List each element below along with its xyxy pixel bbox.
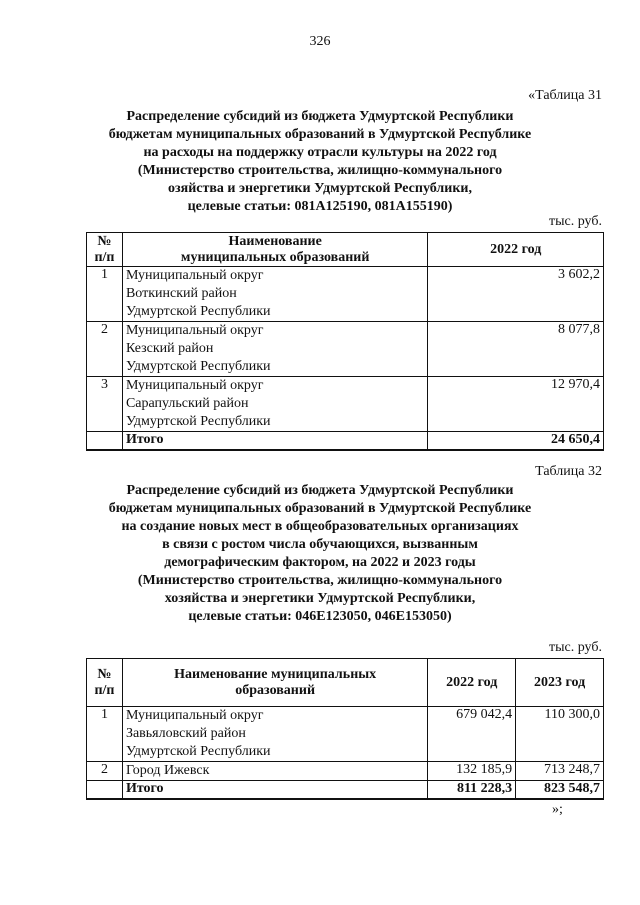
header-text: образований xyxy=(235,682,316,698)
col-header-num xyxy=(87,659,123,707)
closing-mark: »; xyxy=(552,802,563,817)
caption-line: (Министерство строительства, жилищно-коммунального xyxy=(137,163,503,178)
row-number: 1 xyxy=(87,267,123,322)
col-header-name xyxy=(122,659,427,707)
name-line: Муниципальный округ xyxy=(125,268,264,283)
row-name xyxy=(122,267,427,322)
col-header-2022: 2022 год xyxy=(428,659,516,707)
total-row xyxy=(87,781,604,799)
caption-line: на расходы на поддержку отрасли культуры на 2022 год xyxy=(143,145,497,160)
table-header-row xyxy=(87,233,604,267)
caption-line: Распределение субсидий из бюджета Удмуртской Республики xyxy=(126,483,514,498)
table-row xyxy=(87,322,604,377)
name-line: Удмуртской Республики xyxy=(125,744,271,759)
row-value-2022: 3 602,2 xyxy=(428,267,604,322)
name-line: Муниципальный округ xyxy=(125,708,264,723)
name-line: Воткинский район xyxy=(125,286,237,301)
table-31 xyxy=(86,232,604,451)
name-line: Удмуртской Республики xyxy=(125,359,271,374)
header-text: муниципальных образований xyxy=(180,249,370,265)
name-line: Сарапульский район xyxy=(125,396,249,411)
caption-line: целевые статьи: 081A125190, 081A155190) xyxy=(187,199,453,214)
caption-line: на создание новых мест в общеобразовательных организациях xyxy=(121,519,519,534)
table-row xyxy=(87,377,604,432)
total-value-2022: 811 228,3 xyxy=(428,781,516,799)
col-header-num xyxy=(87,233,123,267)
row-value-2022: 679 042,4 xyxy=(428,707,516,762)
col-header-2022: 2022 год xyxy=(428,233,604,267)
row-number: 2 xyxy=(87,322,123,377)
row-name xyxy=(122,762,427,781)
header-text: Наименование муниципальных xyxy=(174,666,377,682)
caption-line: Распределение субсидий из бюджета Удмуртской Республики xyxy=(126,109,514,124)
row-number: 2 xyxy=(87,762,123,781)
row-value-2022: 8 077,8 xyxy=(428,322,604,377)
row-value-2022: 132 185,9 xyxy=(428,762,516,781)
row-value-2022: 12 970,4 xyxy=(428,377,604,432)
header-text: № xyxy=(97,666,112,682)
name-line: Муниципальный округ xyxy=(125,323,264,338)
name-line: Удмуртской Республики xyxy=(125,414,271,429)
caption-line: демографическим фактором, на 2022 и 2023 годы xyxy=(164,555,476,570)
name-line: Завьяловский район xyxy=(125,726,246,741)
row-number: 1 xyxy=(87,707,123,762)
name-line: Муниципальный округ xyxy=(125,378,264,393)
name-line: Город Ижевск xyxy=(125,763,210,778)
row-value-2023: 110 300,0 xyxy=(516,707,604,762)
page-number: 326 xyxy=(309,34,331,49)
caption-line: хозяйства и энергетики Удмуртской Республики, xyxy=(164,591,476,606)
table-32-unit: тыс. руб. xyxy=(549,640,602,655)
caption-line: целевые статьи: 046E123050, 046E153050) xyxy=(188,609,452,624)
row-name xyxy=(122,322,427,377)
row-name xyxy=(122,377,427,432)
row-number: 3 xyxy=(87,377,123,432)
table-31-caption xyxy=(70,108,570,216)
table-31-label: «Таблица 31 xyxy=(528,88,602,103)
total-row xyxy=(87,432,604,450)
table-32 xyxy=(86,658,604,800)
table-row xyxy=(87,707,604,762)
col-header-name xyxy=(122,233,427,267)
table-31-unit: тыс. руб. xyxy=(549,214,602,229)
caption-line: (Министерство строительства, жилищно-коммунального xyxy=(137,573,503,588)
name-line: Кезский район xyxy=(125,341,214,356)
caption-line: бюджетам муниципальных образований в Удмуртской Республике xyxy=(108,501,532,516)
table-header-row xyxy=(87,659,604,707)
table-32-label: Таблица 32 xyxy=(535,464,602,479)
col-header-2023: 2023 год xyxy=(516,659,604,707)
table-32-caption xyxy=(70,482,570,626)
total-empty-cell xyxy=(87,781,123,799)
header-text: № xyxy=(97,233,112,249)
row-value-2023: 713 248,7 xyxy=(516,762,604,781)
total-value-2023: 823 548,7 xyxy=(516,781,604,799)
total-value-2022: 24 650,4 xyxy=(428,432,604,450)
row-name xyxy=(122,707,427,762)
total-empty-cell xyxy=(87,432,123,450)
table-row xyxy=(87,762,604,781)
total-label: Итого xyxy=(122,432,427,450)
table-row xyxy=(87,267,604,322)
caption-line: озяйства и энергетики Удмуртской Республики, xyxy=(168,181,472,196)
header-text: п/п xyxy=(94,682,115,698)
caption-line: бюджетам муниципальных образований в Удмуртской Республике xyxy=(108,127,532,142)
header-text: Наименование xyxy=(228,233,322,249)
caption-line: в связи с ростом числа обучающихся, вызванным xyxy=(162,537,478,552)
total-label: Итого xyxy=(122,781,427,799)
name-line: Удмуртской Республики xyxy=(125,304,271,319)
header-text: п/п xyxy=(94,249,115,265)
